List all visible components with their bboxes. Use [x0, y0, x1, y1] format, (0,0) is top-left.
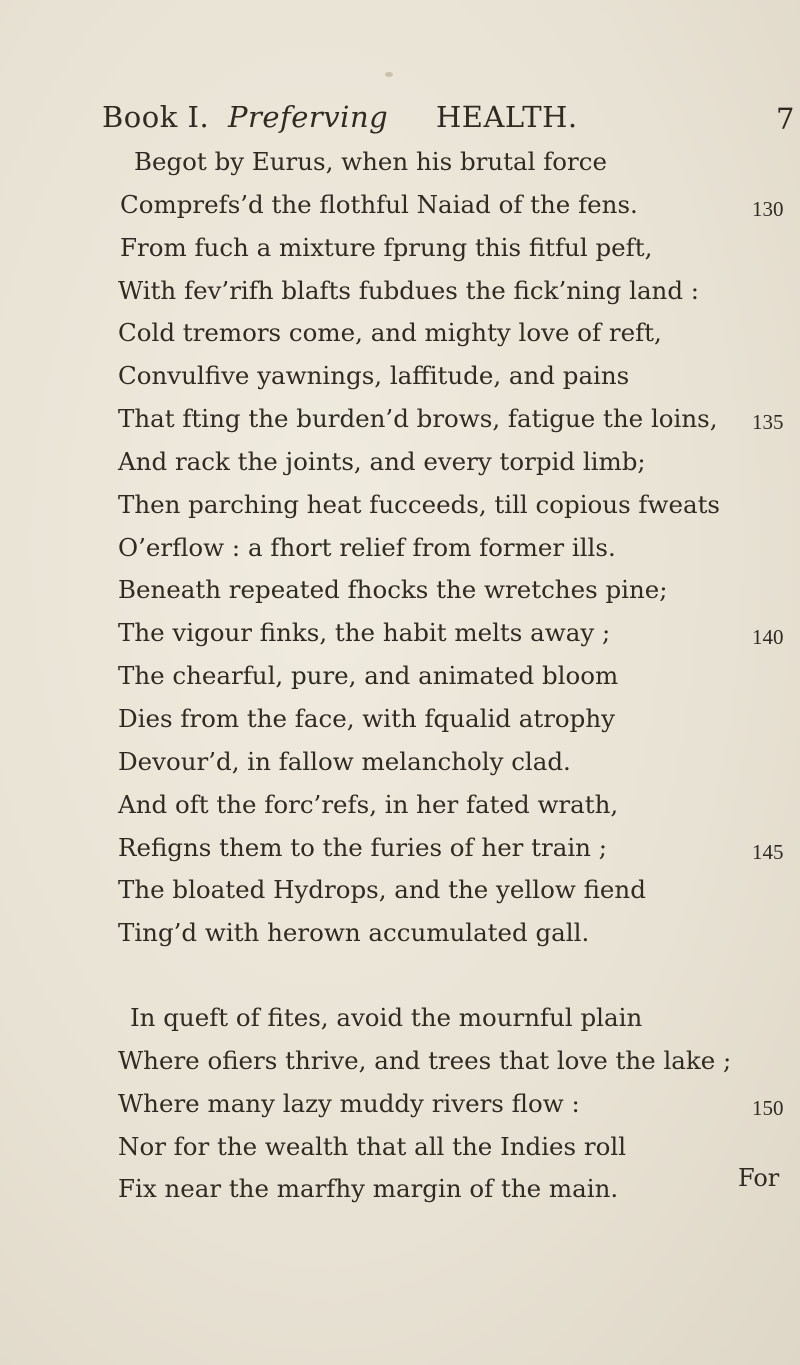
catchword: For	[738, 1164, 780, 1192]
verse-line: In queft of fites, avoid the mournful plain	[130, 1003, 643, 1032]
verse-line: Convulfive yawnings, laffitude, and pains	[118, 361, 630, 390]
page-number: 7	[776, 102, 795, 136]
book-label: Book I.	[102, 100, 210, 134]
verse-line: From fuch a mixture fprung this fitful peft,	[120, 233, 653, 262]
verse-line: Where many lazy muddy rivers flow :	[118, 1089, 580, 1118]
verse-line: Fix near the marfhy margin of the main.	[118, 1174, 619, 1203]
verse-line: That fting the burden’d brows, fatigue the loins,	[118, 404, 718, 433]
verse-line: Dies from the face, with fqualid atrophy	[118, 704, 615, 733]
verse-line: With fev’rifh blafts fubdues the fick’ning land :	[118, 276, 700, 305]
line-number: 130	[752, 197, 784, 221]
verse-line: Beneath repeated fhocks the wretches pine;	[118, 575, 668, 604]
verse-line: And rack the joints, and every torpid limb;	[118, 447, 646, 476]
line-number: 150	[752, 1096, 784, 1120]
verse-line: Cold tremors come, and mighty love of reft,	[118, 318, 662, 347]
verse-line: Where ofiers thrive, and trees that love the lake ;	[118, 1046, 732, 1075]
verse-line: Nor for the wealth that all the Indies roll	[118, 1132, 627, 1161]
verse-line: The chearful, pure, and animated bloom	[118, 661, 619, 690]
running-head-left: Preferving	[228, 100, 389, 134]
line-number: 140	[752, 625, 784, 649]
verse-line: Devour’d, in fallow melancholy clad.	[118, 747, 571, 776]
verse-line: The bloated Hydrops, and the yellow fiend	[118, 875, 646, 904]
verse-line: Then parching heat fucceeds, till copious fweats	[118, 490, 720, 519]
line-number: 145	[752, 840, 784, 864]
verse-line: Ting’d with herown accumulated gall.	[118, 918, 590, 947]
verse-line: Comprefs’d the flothful Naiad of the fens.	[120, 190, 638, 219]
verse-line: And oft the forc’refs, in her fated wrath,	[118, 790, 619, 819]
running-head-title: HEALTH.	[436, 100, 578, 134]
verse-line: The vigour finks, the habit melts away ;	[118, 618, 611, 647]
line-number: 135	[752, 410, 784, 434]
verse-line: Begot by Eurus, when his brutal force	[134, 147, 607, 176]
verse-line: Refigns them to the furies of her train ;	[118, 833, 608, 862]
verse-line: O’erflow : a fhort relief from former ills.	[118, 533, 616, 562]
